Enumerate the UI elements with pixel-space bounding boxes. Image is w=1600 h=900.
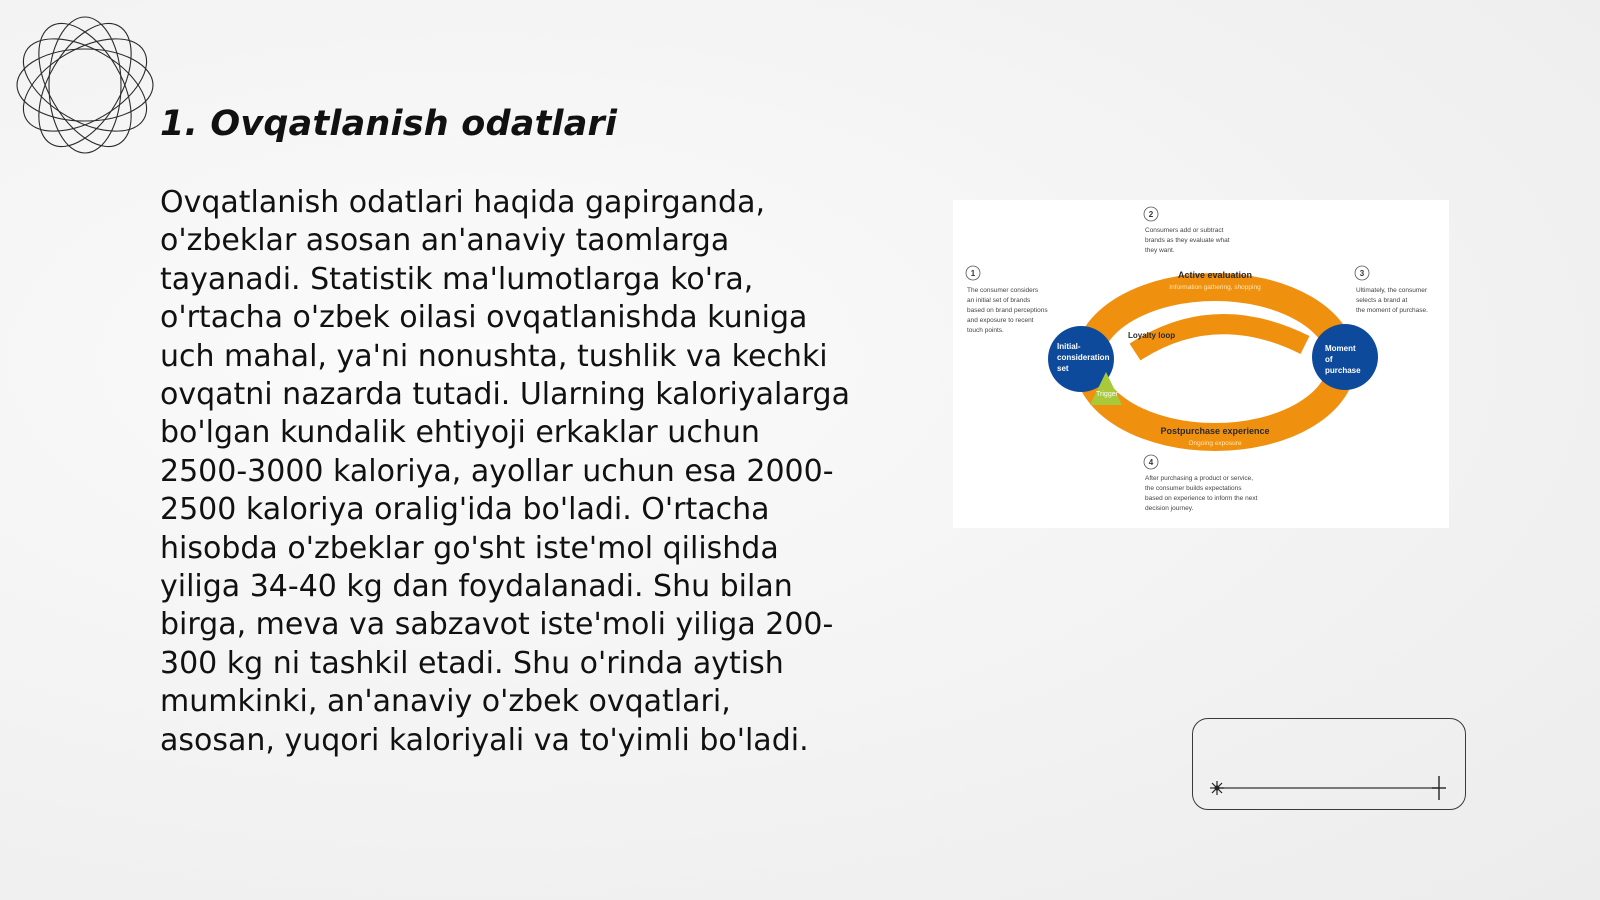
postpurchase-label: Postpurchase experience [1160, 426, 1270, 436]
active-evaluation-label: Active evaluation [1177, 270, 1253, 280]
step-4-text-1: After purchasing a product or service, [1145, 475, 1254, 482]
active-evaluation-sublabel: Information gathering, shopping [1169, 284, 1261, 291]
moment-node-line-3: purchase [1325, 366, 1361, 375]
step-1-text-4: and exposure to recent [967, 317, 1034, 324]
step-2-text-3: they want. [1145, 247, 1175, 254]
step-3-number: 3 [1359, 269, 1365, 278]
decorative-slider-card [1192, 718, 1466, 810]
step-1-text-2: an initial set of brands [967, 297, 1031, 304]
initial-node-line-3: set [1057, 364, 1069, 373]
decision-ring [1088, 287, 1342, 437]
step-3-text-2: selects a brand at [1356, 297, 1408, 304]
cross-marker-icon [1432, 776, 1446, 800]
slide-title: 1. Ovqatlanish odatlari [160, 104, 618, 144]
moment-node-line-1: Moment [1325, 344, 1356, 353]
moment-of-purchase-node [1312, 324, 1378, 390]
decorative-slider-svg [1193, 719, 1465, 809]
step-3-text-3: the moment of purchase. [1356, 307, 1428, 314]
postpurchase-sublabel: Ongoing exposure [1188, 440, 1242, 447]
spirograph-ornament [8, 8, 162, 162]
initial-node-line-2: consideration [1057, 353, 1110, 362]
step-1-text-3: based on brand perceptions [967, 307, 1048, 314]
body-paragraph: Ovqatlanish odatlari haqida gapirganda, o'zbeklar asosan an'anaviy taomlarga tayanadi. Statistik ma'lumotlarga ko'ra, o'rtacha o'zbek oilasi ovqatlanishda kuniga uch mahal, ya'ni nonushta, tushlik va kechki ovqatni nazarda tutadi. Ularning kaloriyalarga bo'lgan kundalik ehtiyoji erkaklar uchun 2500-3000 kaloriya, ayollar uchun esa 2000-2500 kaloriya oralig'ida bo'ladi. O'rtacha hisobda o'zbeklar go'sht iste'mol qilishda yiliga 34-40 kg dan foydalanadi. Shu bilan birga, meva va sabzavot iste'moli yiliga 200-300 kg ni tashkil etadi. Shu o'rinda aytish mumkinki, an'anaviy o'zbek ovqatlari, asosan, yuqori kaloriyali va to'yimli bo'ladi. [160, 185, 850, 758]
step-2-number: 2 [1148, 210, 1154, 219]
trigger-label: Trigger [1096, 391, 1118, 398]
consumer-journey-diagram [953, 200, 1449, 528]
moment-node-line-2: of [1325, 355, 1333, 364]
step-3-text-1: Ultimately, the consumer [1356, 287, 1428, 294]
step-1-text-5: touch points. [967, 327, 1004, 334]
step-1-text-1: The consumer considers [967, 287, 1039, 294]
step-4-text-3: based on experience to inform the next [1145, 495, 1258, 502]
step-4-number: 4 [1148, 458, 1154, 467]
step-2-text-1: Consumers add or subtract [1145, 227, 1224, 234]
consumer-journey-svg [953, 200, 1449, 528]
initial-node-line-1: Initial- [1057, 342, 1081, 351]
step-4-text-2: the consumer builds expectations [1145, 485, 1242, 492]
loyalty-loop-label: Loyalty loop [1128, 331, 1176, 340]
step-4-text-4: decision journey. [1145, 505, 1194, 512]
step-1-number: 1 [970, 269, 976, 278]
step-2-text-2: brands as they evaluate what [1145, 237, 1230, 244]
